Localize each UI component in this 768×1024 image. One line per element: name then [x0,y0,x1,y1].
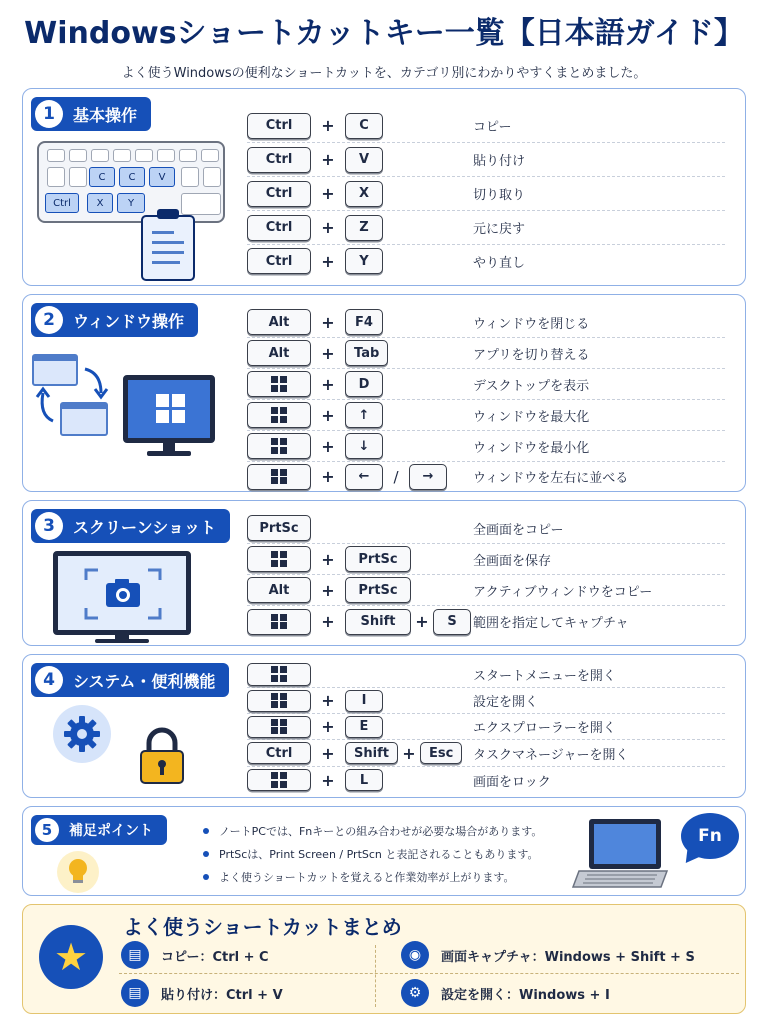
illustration-key: V [149,167,175,187]
summary-item: ▤ 貼り付け：Ctrl + V [121,979,283,1007]
key-s: S [433,609,471,635]
windows-key [247,663,311,686]
camera-icon: ◉ [401,941,429,969]
plus-sign: + [321,251,335,271]
shortcut-row [247,338,725,369]
shortcut-row [247,740,725,767]
key-shift: Shift [345,742,398,764]
shortcut-row [247,431,725,462]
clipboard-icon: ▤ [121,979,149,1007]
shortcut-row [247,211,725,245]
key-f4: F4 [345,309,383,335]
key-arrow-left: ← [345,464,383,490]
shortcut-description: 元に戻す [473,222,526,237]
camera-icon [82,566,164,622]
shortcut-description: スタートメニューを開く [473,668,616,684]
key-prtsc: PrtSc [345,577,411,603]
section-number: 3 [35,512,63,540]
shortcut-row [247,245,725,277]
clipboard-icon [141,215,195,281]
key-c: C [345,113,383,139]
plus-sign: + [321,612,335,631]
key-tab: Tab [345,340,388,366]
shortcut-description: 全画面をコピー [473,522,564,538]
section-title: 基本操作 [73,105,138,125]
gear-icon [53,705,111,763]
section-basic [22,88,746,286]
windows-key [247,433,311,459]
shortcut-row [247,143,725,177]
shortcut-list [247,661,725,793]
key-e: E [345,716,383,738]
shortcut-description: やり直し [473,255,526,271]
section-number: 4 [35,666,63,694]
windows-key [247,609,311,635]
lock-icon [137,727,187,785]
tip-item: よく使うショートカットを覚えると作業効率が上がります。 [203,865,542,888]
star-icon: ★ [39,925,103,989]
summary-item: ▤ コピー：Ctrl + C [121,941,269,969]
shortcut-row [247,400,725,431]
key-esc: Esc [420,742,462,764]
windows-logo-icon [271,551,287,567]
key-i: I [345,690,383,712]
section-title: ウィンドウ操作 [73,311,185,331]
plus-sign: + [321,691,335,710]
fn-label: Fn [698,826,722,846]
section-number: 5 [35,818,59,842]
key-alt: Alt [247,309,311,335]
page-subtitle: よく使うWindowsの便利なショートカットを、カテゴリ別にわかりやすくまとめました。 [121,66,647,81]
key-x: X [345,181,383,207]
shortcut-row [247,544,725,575]
section-title: スクリーンショット [73,517,216,537]
shortcut-description: アクティブウィンドウをコピー [473,584,653,600]
plus-sign: + [321,343,335,363]
screenshot-monitor-icon [53,551,191,635]
shortcut-description: 範囲を指定してキャプチャ [473,616,629,631]
section-system [22,654,746,798]
windows-key [247,402,311,428]
laptop-icon [571,815,671,893]
plus-sign: + [321,770,335,790]
shortcut-row [247,369,725,400]
windows-logo-icon [271,469,287,485]
windows-logo-icon [271,666,287,682]
windows-logo-icon [271,407,287,423]
windows-logo-icon [271,614,287,630]
key-ctrl: Ctrl [247,248,311,274]
shortcut-row [247,688,725,714]
shortcut-description: ウィンドウを最小化 [473,440,590,456]
key-arrow-right: → [409,464,447,490]
shortcut-list [247,307,725,491]
tip-item: PrtScは、Print Screen / PrtScn と表記されることもあります。 [203,842,542,865]
shortcut-description: アプリを切り替える [473,347,590,363]
tip-list [203,819,542,888]
key-ctrl: Ctrl [247,147,311,173]
key-arrow-down: ↓ [345,433,383,459]
shortcut-row [247,767,725,793]
plus-sign: + [321,312,335,332]
key-ctrl: Ctrl [247,181,311,207]
shortcut-description: 切り取り [473,188,526,203]
tip-item: ノートPCでは、Fnキーとの組み合わせが必要な場合があります。 [203,819,542,842]
section-label-system [31,663,229,697]
section-title: 補足ポイント [69,823,153,839]
shortcut-description: 画面をロック [473,774,551,790]
plus-sign: + [321,436,335,456]
summary-item: ◉ 画面キャプチャ：Windows + Shift + S [401,941,695,969]
shortcut-row [247,307,725,338]
plus-sign: + [321,150,335,169]
windows-logo-icon [156,394,185,423]
summary-title: よく使うショートカットまとめ [123,915,402,939]
shortcut-row [247,513,725,544]
key-shift: Shift [345,609,411,635]
gear-icon: ⚙ [401,979,429,1007]
shortcut-row [247,177,725,211]
shortcut-row [247,714,725,740]
plus-sign: + [321,549,335,569]
section-label-tips [31,815,167,845]
shortcut-row [247,661,725,688]
keyboard-illustration [37,141,225,223]
section-tips [22,806,746,896]
section-label-screenshot [31,509,230,543]
shortcut-description: ウィンドウを閉じる [473,316,590,332]
key-prtsc: PrtSc [345,546,411,572]
section-number: 2 [35,306,63,334]
windows-logo-icon [271,693,287,709]
section-screenshot [22,500,746,646]
illustration-key: Y [117,193,145,213]
key-v: V [345,147,383,173]
section-label-window [31,303,198,337]
shortcut-description: 貼り付け [473,154,526,169]
windows-logo-icon [271,376,287,392]
key-alt: Alt [247,577,311,603]
plus-sign: + [321,467,335,486]
plus-sign: + [321,405,335,425]
windows-key [247,769,311,791]
shortcut-description: ウィンドウを最大化 [473,409,590,425]
plus-sign: + [321,717,335,736]
shortcut-description: ウィンドウを左右に並べる [473,471,629,486]
lightbulb-icon [57,851,99,893]
shortcut-row [247,606,725,637]
illustration-key: C [89,167,115,187]
windows-key [247,371,311,397]
key-ctrl: Ctrl [247,113,311,139]
plus-sign: + [402,743,416,763]
slash-separator: / [393,467,399,486]
illustration-key: Ctrl [45,193,79,213]
plus-sign: + [415,612,429,631]
shortcut-row [247,462,725,491]
clipboard-icon: ▤ [121,941,149,969]
key-prtsc: PrtSc [247,515,311,541]
key-arrow-up: ↑ [345,402,383,428]
windows-key [247,464,311,490]
shortcut-description: タスクマネージャーを開く [473,747,629,763]
key-ctrl: Ctrl [247,742,311,764]
summary-item: ⚙ 設定を開く：Windows + I [401,979,610,1007]
windows-key [247,690,311,712]
illustration-key: X [87,193,113,213]
section-window [22,294,746,492]
illustration-key: C [119,167,145,187]
windows-key [247,716,311,738]
key-ctrl: Ctrl [247,215,311,241]
shortcut-description: 設定を開く [473,695,539,710]
key-d: D [345,371,383,397]
windows-key [247,546,311,572]
page-title: Windowsショートカットキー一覧【日本語ガイド】 [24,16,744,51]
summary-panel [22,904,746,1014]
key-l: L [345,769,383,791]
key-y: Y [345,248,383,274]
plus-sign: + [321,374,335,394]
key-z: Z [345,215,383,241]
plus-sign: + [321,580,335,600]
windows-logo-icon [271,438,287,454]
section-title: システム・便利機能 [73,671,216,691]
window-switch-illustration [31,351,121,441]
plus-sign: + [321,218,335,237]
shortcut-row [247,109,725,143]
monitor-icon [123,375,215,443]
shortcut-row [247,575,725,606]
plus-sign: + [321,116,335,135]
plus-sign: + [321,184,335,203]
shortcut-description: コピー [473,120,512,135]
windows-logo-icon [271,772,287,788]
section-number: 1 [35,100,63,128]
shortcut-description: 全画面を保存 [473,553,552,569]
shortcut-description: エクスプローラーを開く [473,721,616,736]
shortcut-description: デスクトップを表示 [473,378,590,394]
windows-logo-icon [271,719,287,735]
shortcut-list [247,513,725,641]
plus-sign: + [321,743,335,763]
section-label-basic [31,97,151,131]
shortcut-list [247,109,725,277]
key-alt: Alt [247,340,311,366]
